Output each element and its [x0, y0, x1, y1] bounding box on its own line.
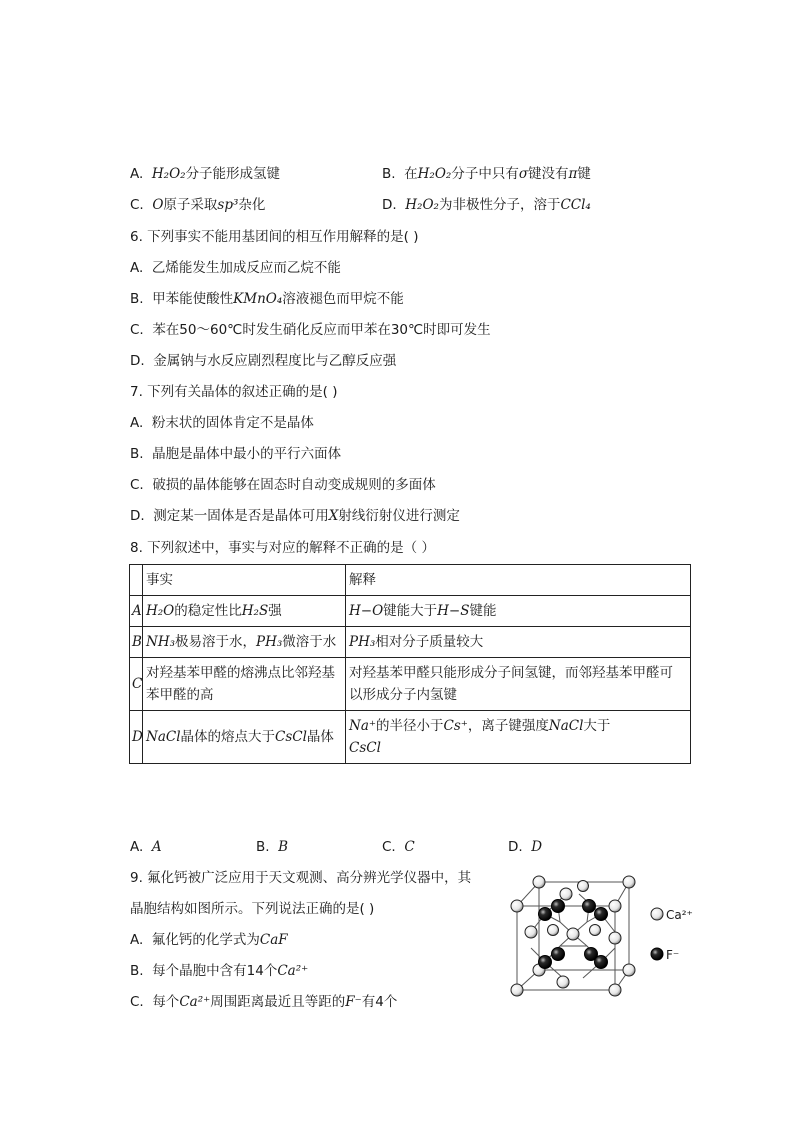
row-label: A — [130, 596, 143, 627]
q8-option-c: C. C — [382, 839, 415, 855]
q7-option-b: B. 晶胞是晶体中最小的平行六面体 — [130, 446, 342, 462]
q6-option-c: C. 苯在50～60℃时发生硝化反应而甲苯在30℃时即可发生 — [130, 322, 491, 338]
q5-option-c: C. O原子采取sp³杂化 — [130, 197, 266, 213]
q6-option-b: B. 甲苯能使酸性KMnO₄溶液褪色而甲烷不能 — [130, 291, 404, 307]
legend-ca-label: Ca²⁺ — [666, 908, 693, 922]
q5-option-d: D. H₂O₂为非极性分子，溶于CCl₄ — [382, 197, 591, 213]
q5-option-a: A. H₂O₂分子能形成氢键 — [130, 166, 281, 182]
q9-option-c: C. 每个Ca²⁺周围距离最近且等距的F⁻有4个 — [130, 994, 398, 1010]
header-explain: 解释 — [346, 565, 691, 596]
row-label: C — [130, 658, 143, 711]
legend-f-label: F⁻ — [666, 948, 680, 962]
row-explain: PH₃相对分子质量较大 — [346, 627, 691, 658]
q8-option-a: A. A — [130, 839, 162, 855]
legend-ca-swatch — [651, 908, 663, 920]
row-fact: NH₃极易溶于水，PH₃微溶于水 — [143, 627, 346, 658]
legend-f-swatch — [651, 948, 663, 960]
row-label: B — [130, 627, 143, 658]
q8-option-b: B. B — [256, 839, 289, 855]
q8-stem: 8. 下列叙述中，事实与对应的解释不正确的是（ ） — [130, 540, 435, 556]
q5-option-b: B. 在H₂O₂分子中只有σ键没有π键 — [382, 166, 591, 182]
q6-option-a: A. 乙烯能发生加成反应而乙烷不能 — [130, 260, 341, 276]
q6-option-d: D. 金属钠与水反应剧烈程度比与乙醇反应强 — [130, 353, 397, 369]
row-fact: H₂O的稳定性比H₂S强 — [143, 596, 346, 627]
table-row — [130, 627, 691, 658]
row-explain: 对羟基苯甲醛只能形成分子间氢键，而邻羟基苯甲醛可 以形成分子内氢键 — [346, 658, 691, 711]
table-row — [130, 596, 691, 627]
row-fact: NaCl晶体的熔点大于CsCl晶体 — [143, 711, 346, 764]
q9-option-b: B. 每个晶胞中含有14个Ca²⁺ — [130, 963, 309, 979]
q7-option-a: A. 粉末状的固体肯定不是晶体 — [130, 415, 314, 431]
header-fact: 事实 — [143, 565, 346, 596]
q9-stem-line2: 晶胞结构如图所示。下列说法正确的是( ) — [130, 901, 375, 917]
q7-stem: 7. 下列有关晶体的叙述正确的是( ) — [130, 384, 338, 400]
crystal-structure-figure — [503, 866, 693, 1002]
q7-option-d: D. 测定某一固体是否是晶体可用X射线衍射仪进行测定 — [130, 508, 460, 524]
q8-option-d: D. D — [508, 839, 543, 855]
row-explain: H−O键能大于H−S键能 — [346, 596, 691, 627]
table-header-row — [130, 565, 691, 596]
caf2-unit-cell-diagram — [503, 866, 693, 1002]
row-explain: Na⁺的半径小于Cs⁺，离子键强度NaCl大于 CsCl — [346, 711, 691, 764]
q6-stem: 6. 下列事实不能用基团间的相互作用解释的是( ) — [130, 229, 419, 245]
facts-table — [129, 564, 691, 764]
row-label: D — [130, 711, 143, 764]
table-row — [130, 658, 691, 711]
q7-option-c: C. 破损的晶体能够在固态时自动变成规则的多面体 — [130, 477, 436, 493]
row-fact: 对羟基苯甲醛的熔沸点比邻羟基 苯甲醛的高 — [143, 658, 346, 711]
table-row — [130, 711, 691, 764]
q9-option-a: A. 氟化钙的化学式为CaF — [130, 932, 288, 948]
q9-stem-line1: 9. 氟化钙被广泛应用于天文观测、高分辨光学仪器中，其 — [130, 870, 472, 886]
